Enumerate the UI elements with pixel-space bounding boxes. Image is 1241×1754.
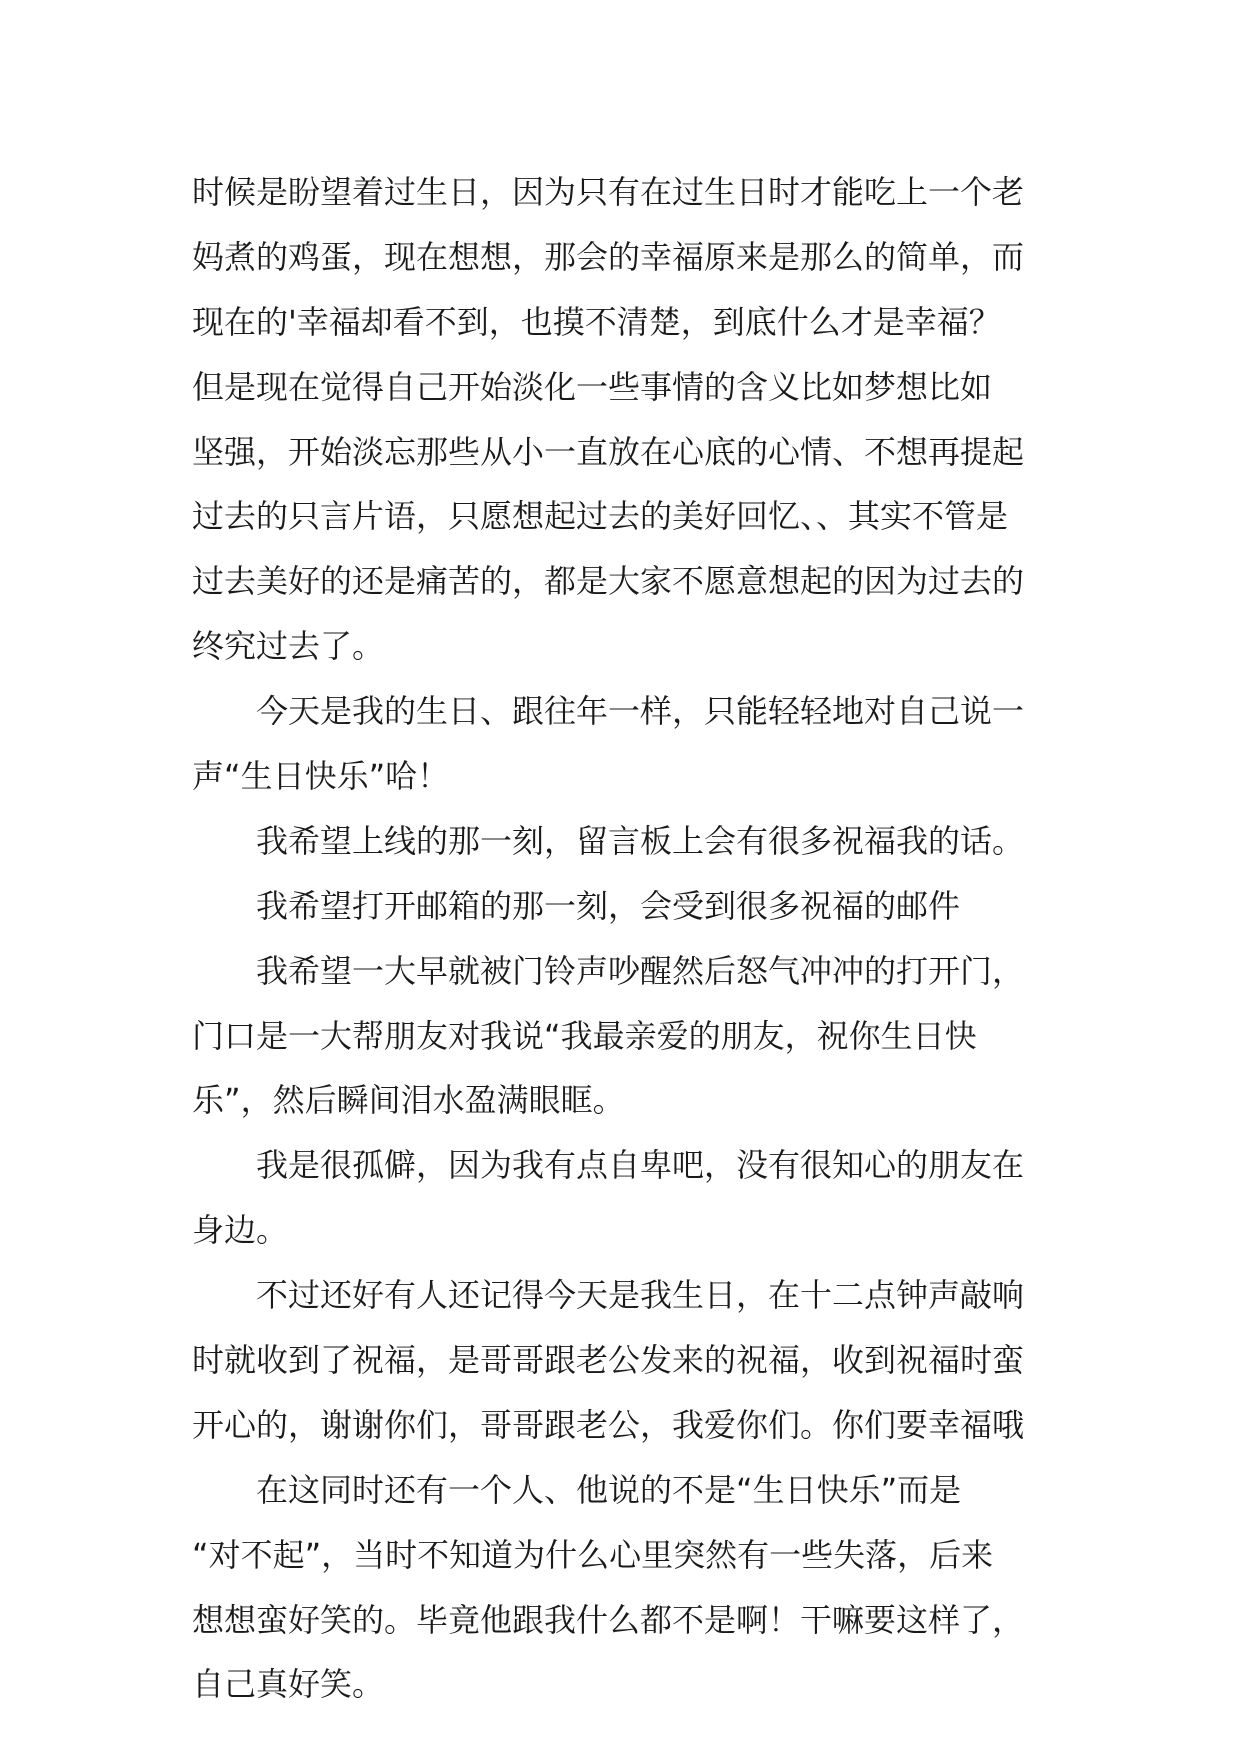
paragraph-start-line: 今天是我的生日、跟往年一样，只能轻轻地对自己说一: [256, 692, 1025, 731]
text-line: 坚强，开始淡忘那些从小一直放在心底的心情、不想再提起: [192, 432, 1025, 471]
paragraph-start-line: 我希望一大早就被门铃声吵醒然后怒气冲冲的打开门，: [256, 951, 1025, 990]
text-line: 门口是一大帮朋友对我说“我最亲爱的朋友，祝你生日快: [192, 1016, 977, 1055]
text-line: 声“生日快乐”哈！: [192, 757, 450, 796]
text-line: 但是现在觉得自己开始淡化一些事情的含义比如梦想比如: [192, 367, 993, 406]
body-text: [192, 160, 1235, 1717]
text-line: 过去的只言片语，只愿想起过去的美好回忆、、其实不管是: [192, 497, 1009, 536]
text-line: 终究过去了。: [192, 627, 385, 666]
text-line: 乐”，然后瞬间泪水盈满眼眶。: [192, 1081, 625, 1120]
text-line: 过去美好的还是痛苦的，都是大家不愿意想起的因为过去的: [192, 562, 1025, 601]
text-line: 身边。: [192, 1211, 289, 1250]
text-line: 开心的，谢谢你们，哥哥跟老公，我爱你们。你们要幸福哦: [192, 1405, 1025, 1444]
paragraph-start-line: 在这同时还有一个人、他说的不是“生日快乐”而是: [256, 1470, 962, 1509]
text-line: 想想蛮好笑的。毕竟他跟我什么都不是啊！干嘛要这样了，: [192, 1600, 1025, 1639]
text-line: “对不起”，当时不知道为什么心里突然有一些失落，后来: [192, 1535, 994, 1574]
paragraph-start-line: 不过还好有人还记得今天是我生日，在十二点钟声敲响: [256, 1276, 1025, 1315]
paragraph-start-line: 我希望打开邮箱的那一刻，会受到很多祝福的邮件: [256, 886, 961, 925]
text-line: 妈煮的鸡蛋，现在想想，那会的幸福原来是那么的简单，而: [192, 237, 1025, 276]
text-line: 时候是盼望着过生日，因为只有在过生日时才能吃上一个老: [192, 173, 1025, 211]
text-line: 自己真好笑。: [192, 1665, 385, 1704]
paragraph-start-line: 我是很孤僻，因为我有点自卑吧，没有很知心的朋友在: [256, 1146, 1025, 1185]
text-line: 现在的'幸福却看不到，也摸不清楚，到底什么才是幸福？: [192, 302, 1001, 341]
text-line: 时就收到了祝福，是哥哥跟老公发来的祝福，收到祝福时蛮: [192, 1341, 1025, 1380]
paragraph-start-line: 我希望上线的那一刻，留言板上会有很多祝福我的话。: [256, 821, 1025, 860]
